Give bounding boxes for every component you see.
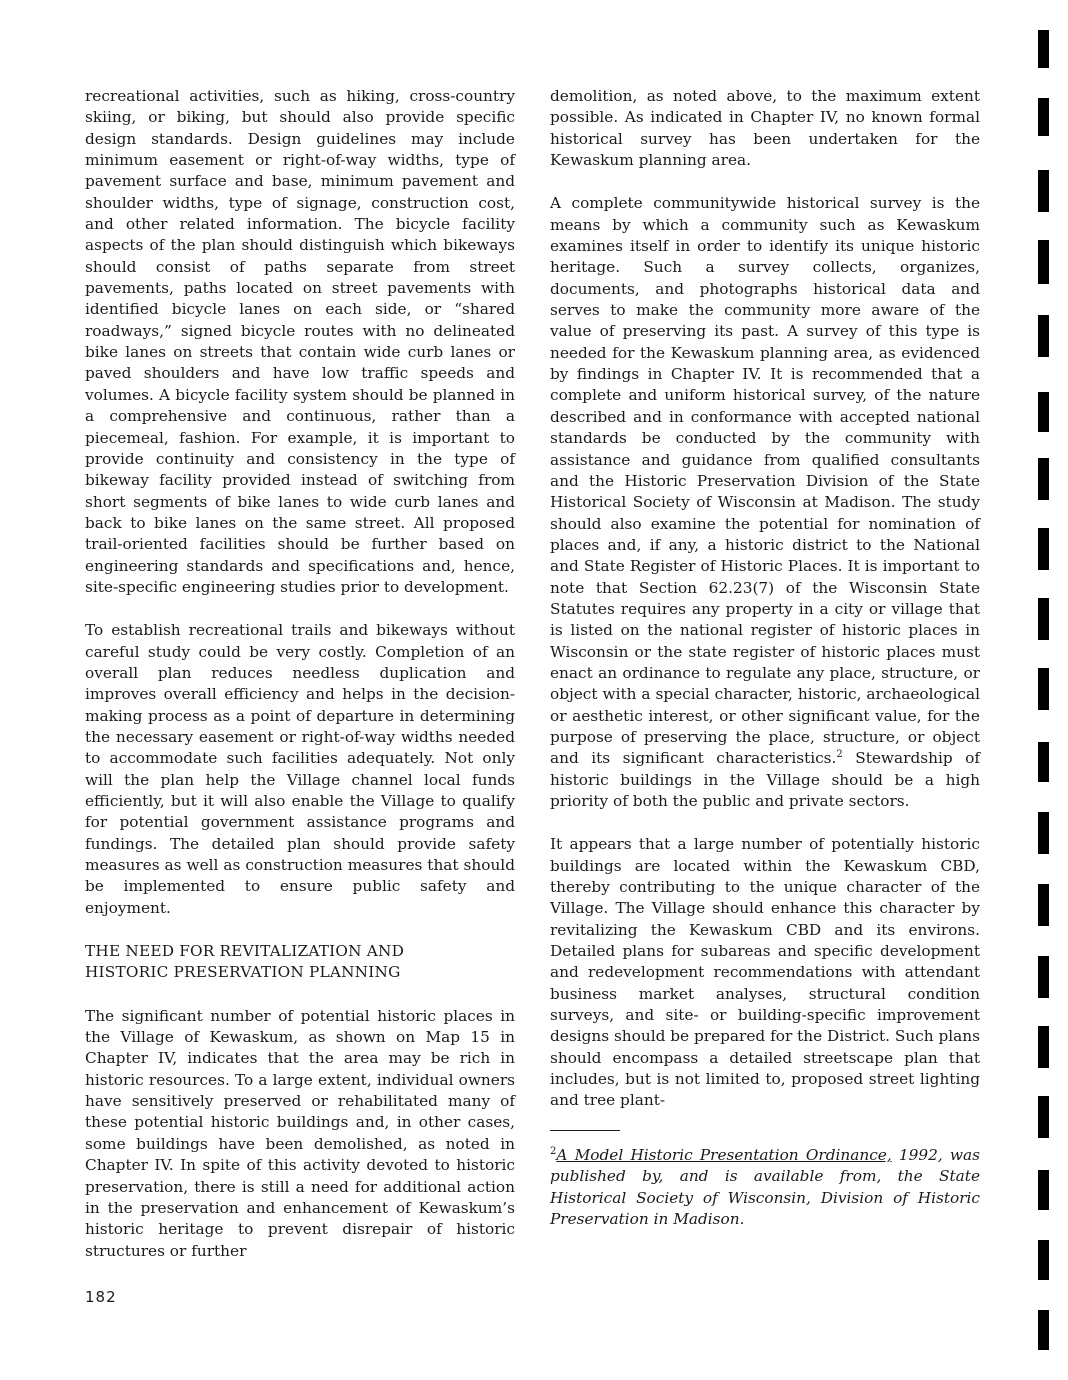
scan-mark bbox=[1038, 315, 1049, 357]
scan-mark bbox=[1038, 392, 1049, 432]
section-heading bbox=[85, 941, 515, 984]
body-paragraph: The significant number of potential historic places in the Village of Kewaskum, as shown on Map 15 in Chapter IV, indicates that the area may be rich in historic resources. To a large extent, individual owners have sensitively preserved or rehabilitated many of these potential historic buildings and, in other cases, some buildings have been demolished, as noted in Chapter IV. In spite of this activity devoted to historic preservation, there is still a need for additional action in the preservation and enhancement of Kewaskum’s historic heritage to prevent disrepair of historic structures or further bbox=[85, 1006, 515, 1260]
footnote bbox=[550, 1145, 980, 1230]
footnote-title: A Model Historic Presentation Ordinance, bbox=[556, 1145, 892, 1164]
footnote-marker: 2 bbox=[550, 1145, 557, 1157]
body-paragraph: To establish recreational trails and bikeways without careful study could be very costly. Completion of an overall plan reduces needless duplication and improves overall efficiency and helps in the decision-making process as a point of departure in determining the necessary easement or right-of-way widths needed to accommodate such facilities adequately. Not only will the plan help the Village channel local funds efficiently, but it will also enable the Village to qualify for potential government assistance programs and fundings. The detailed plan should provide safety measures as well as construction measures that should be implemented to ensure public safety and enjoyment. bbox=[85, 621, 515, 917]
scan-mark bbox=[1038, 1096, 1049, 1138]
scan-mark bbox=[1038, 240, 1049, 284]
scan-mark bbox=[1038, 956, 1049, 998]
scan-mark bbox=[1038, 1310, 1049, 1350]
paragraph-text: A complete communitywide historical survey is the means by which a community such as Kewaskum examines itself in order to identify its unique historic heritage. Such a survey collects, organizes, documents, and photographs historical data and serves to make the community more aware of the value of preserving its past. A survey of this type is needed for the Kewaskum planning area, as evidenced by findings in Chapter IV. It is recommended that a complete and uniform historical survey, of the nature described and in conformance with accepted national standards be conducted by the community with assistance and guidance from qualified consultants and the Historic Preservation Division of the State Historical Society of Wisconsin at Madison. The study should also examine the potential for nomination of places and, if any, a historic district to the National and State Register of Historic Places. It is important to note that Section 62.23(7) of the Wisconsin State Statutes requires any property in a city or village that is listed on the national register of historic places in Wisconsin or the state register of historic places must enact an ordinance to regulate any place, structure, or object with a special character, historic, archaeological or aesthetic interest, or other significant value, for the purpose of preserving the place, structure, or object and its significant characteristics. bbox=[550, 194, 980, 768]
scan-mark bbox=[1038, 30, 1049, 68]
scan-mark bbox=[1038, 1240, 1049, 1280]
scan-edge-marks bbox=[1038, 0, 1052, 1380]
scan-mark bbox=[1038, 884, 1049, 926]
scan-mark bbox=[1038, 1026, 1049, 1068]
scan-mark bbox=[1038, 668, 1049, 710]
paragraph-text: Stewardship of historic buildings in the Village should be a high priority of both the public and private sectors. bbox=[550, 749, 980, 810]
left-column bbox=[85, 86, 515, 1262]
scan-mark bbox=[1038, 458, 1049, 500]
right-column bbox=[550, 86, 980, 1230]
scan-mark bbox=[1038, 812, 1049, 854]
section-heading-line: HISTORIC PRESERVATION PLANNING bbox=[85, 963, 401, 982]
body-paragraph: demolition, as noted above, to the maximum extent possible. As indicated in Chapter IV, no known formal historical survey has been undertaken for the Kewaskum planning area. bbox=[550, 87, 980, 170]
body-paragraph bbox=[550, 193, 980, 812]
scan-mark bbox=[1038, 1170, 1049, 1210]
scan-mark bbox=[1038, 98, 1049, 136]
scan-mark bbox=[1038, 598, 1049, 640]
scan-mark bbox=[1038, 742, 1049, 782]
scan-mark bbox=[1038, 170, 1049, 212]
page-number: 182 bbox=[85, 1288, 117, 1306]
footnote-reference[interactable]: 2 bbox=[836, 749, 843, 761]
body-paragraph: It appears that a large number of potentially historic buildings are located within the Kewaskum CBD, thereby contributing to the unique character of the Village. The Village should enhance this character by revitalizing the Kewaskum CBD and its environs. Detailed plans for subareas and specific development and redevelopment recommendations with attendant business market analyses, structural condition surveys, and site- or building-specific improvement designs should be prepared for the District. Such plans should encompass a detailed streetscape plan that includes, but is not limited to, proposed street lighting and tree plant- bbox=[550, 835, 980, 1110]
section-heading-line: THE NEED FOR REVITALIZATION AND bbox=[85, 942, 405, 961]
footnote-divider bbox=[550, 1130, 620, 1131]
scan-mark bbox=[1038, 528, 1049, 570]
footnote-text: 1992, was published by, and is available from, the State Historical Society of Wisconsin, Division of Historic Preservation in Madison. bbox=[550, 1145, 980, 1228]
body-paragraph: recreational activities, such as hiking, cross-country skiing, or biking, but should also provide specific design standards. Design guidelines may include minimum easement or right-of-way widths, type of pavement surface and base, minimum pavement and shoulder widths, type of signage, construction cost, and other related information. The bicycle facility aspects of the plan should distinguish which bikeways should consist of paths separate from street pavements, paths located on street pavements with identified bicycle lanes on each side, or “shared roadways,” signed bicycle routes with no delineated bike lanes on streets that contain wide curb lanes or paved shoulders and have low traffic speeds and volumes. A bicycle facility system should be planned in a comprehensive and continuous, rather than a piecemeal, fashion. For example, it is important to provide continuity and consistency in the type of bikeway facility provided instead of switching from short segments of bike lanes to wide curb lanes and back to bike lanes on the same street. All proposed trail-oriented facilities should be further based on engineering standards and specifications and, hence, site-specific engineering studies prior to development. bbox=[85, 87, 515, 596]
